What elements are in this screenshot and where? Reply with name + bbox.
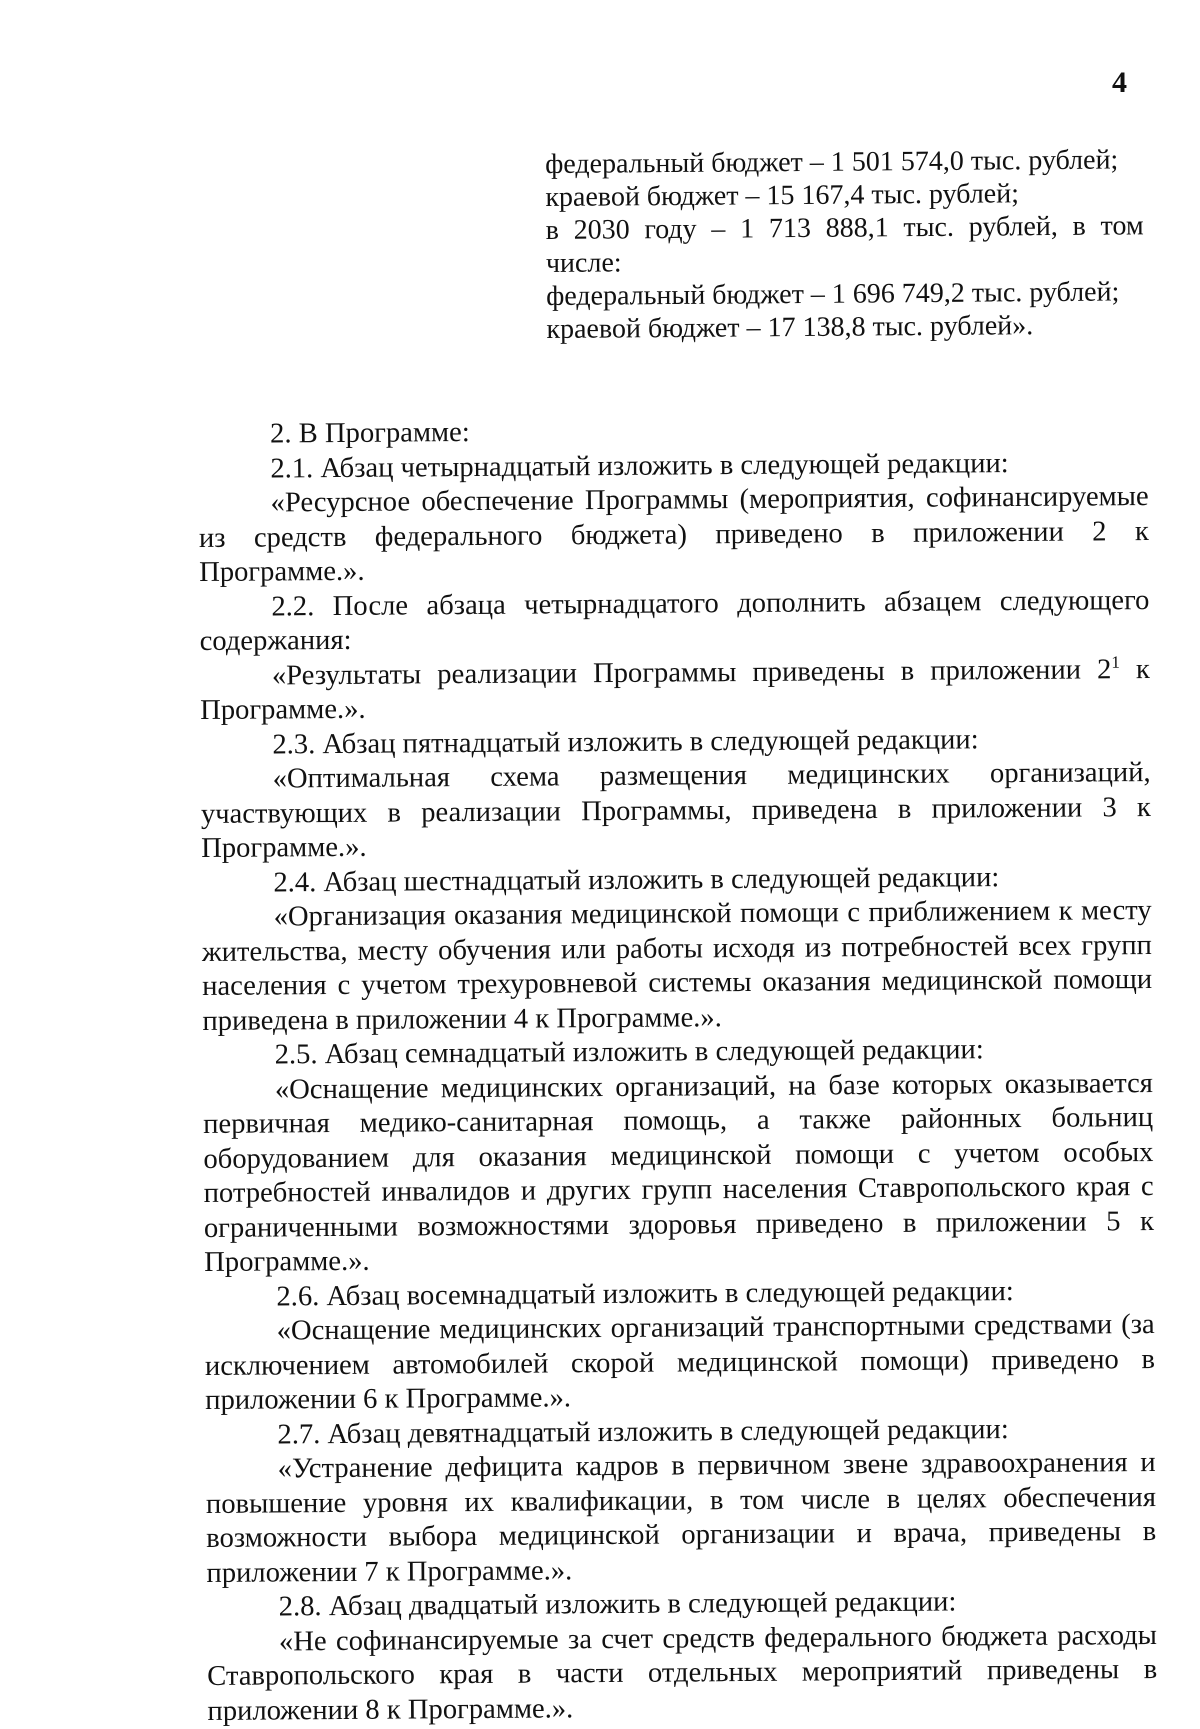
superscript: 1: [1111, 652, 1120, 672]
quoted-paragraph: [200, 653, 1150, 729]
budget-line: числе:: [545, 247, 622, 279]
section-heading: 2.7. Абзац девятнадцатый изложить в следующей редакции:: [277, 1413, 1009, 1450]
quoted-paragraph: «Устранение дефицита кадров в первичном звене здравоохранения и повышение уровня их квалификации, в том числе в целях обеспечения возможности выбора медицинской организации и врача, приведены в приложении 7 к Программе.».: [205, 1447, 1157, 1589]
budget-line: в 2030 году – 1 713 888,1 тыс. рублей, в том: [545, 210, 1144, 246]
budget-block: [545, 143, 1145, 346]
section-heading: 2. В Программе:: [270, 417, 470, 450]
quoted-paragraph: «Не софинансируемые за счет средств федерального бюджета расходы Ставропольского края в части отдельных мероприятий приведены в приложении 8 к Программе.».: [207, 1619, 1158, 1727]
budget-line: краевой бюджет – 17 138,8 тыс. рублей».: [546, 310, 1034, 345]
quoted-paragraph: «Оснащение медицинских организаций, на базе которых оказывается первичная медико-санитарная помощь, а также районных больниц оборудованием для оказания медицинской помощи с учетом особых потребностей инвалидов и других групп населения Ставропольского края с ограниченными возможностями здоровья приведено в приложении 5 к Программе.».: [203, 1067, 1155, 1278]
section-heading: 2.8. Абзац двадцатый изложить в следующей редакции:: [278, 1586, 957, 1623]
quoted-paragraph: «Организация оказания медицинской помощи с приближением к месту жительства, месту обучения или работы исходя из потребностей всех групп населения с учетом трехуровневой системы оказания медицинской помощи приведена в приложении 4 к Программе.».: [201, 895, 1153, 1037]
budget-line: федеральный бюджет – 1 696 749,2 тыс. рублей;: [546, 276, 1120, 312]
section-heading: 2.5. Абзац семнадцатый изложить в следующей редакции:: [274, 1034, 984, 1071]
section-heading: 2.2. После абзаца четырнадцатого дополнить абзацем следующего содержания:: [199, 584, 1150, 657]
quoted-paragraph: «Ресурсное обеспечение Программы (мероприятия, софинансируемые из средств федерального бюджета) приведено в приложении 2 к Программе.».: [198, 481, 1149, 588]
quote-text: «Результаты реализации Программы приведены в приложении 2: [271, 653, 1112, 691]
budget-line: федеральный бюджет – 1 501 574,0 тыс. рублей;: [545, 144, 1119, 180]
quoted-paragraph: «Оснащение медицинских организаций транспортными средствами (за исключением автомобилей скорой медицинской помощи) приведено в приложении 6 к Программе.».: [204, 1309, 1156, 1416]
amendments-body: [198, 411, 1158, 1729]
page-number: 4: [1112, 66, 1127, 99]
section-heading: 2.6. Абзац восемнадцатый изложить в следующей редакции:: [276, 1275, 1014, 1312]
section-heading: 2.4. Абзац шестнадцатый изложить в следующей редакции:: [273, 861, 1000, 898]
section-heading: 2.1. Абзац четырнадцатый изложить в следующей редакции:: [270, 447, 1009, 484]
budget-line: краевой бюджет – 15 167,4 тыс. рублей;: [545, 178, 1020, 213]
section-heading: 2.3. Абзац пятнадцатый изложить в следующей редакции:: [272, 723, 979, 760]
quote-text: к Программе.».: [200, 653, 1150, 726]
quoted-paragraph: «Оптимальная схема размещения медицинских организаций, участвующих в реализации Программы, приведена в приложении 3 к Программе.».: [200, 757, 1151, 864]
